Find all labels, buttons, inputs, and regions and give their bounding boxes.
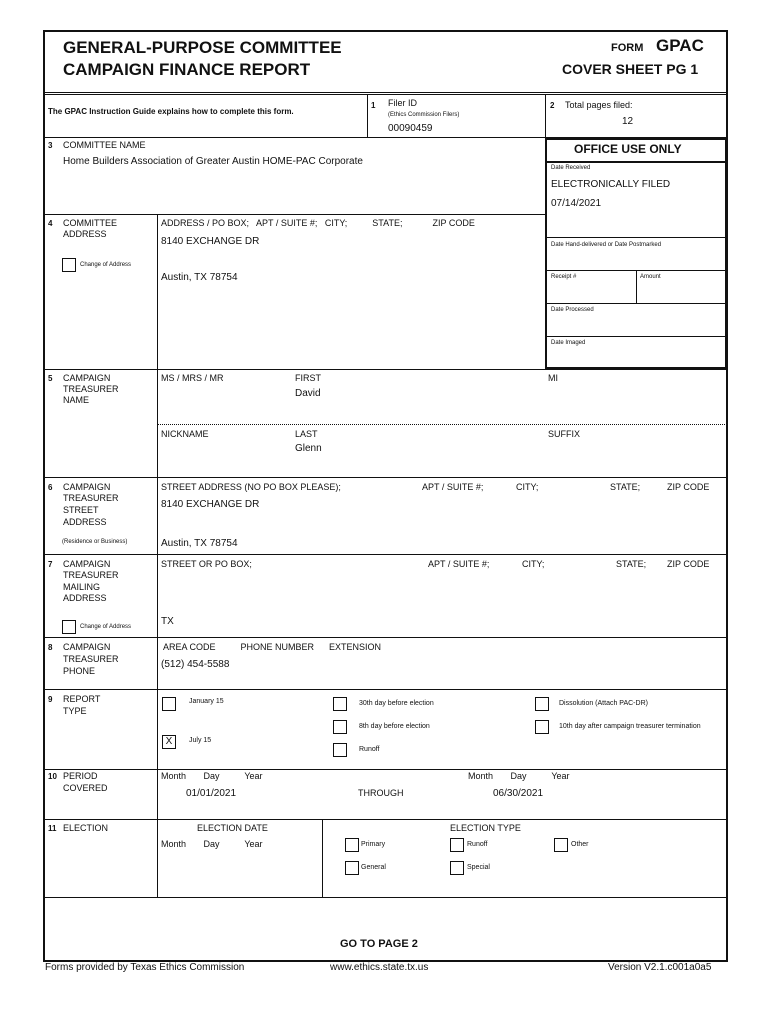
section-label: NAME [63, 395, 90, 405]
period-from-mdy-label: Month Day Year [161, 771, 263, 781]
general-label: General [361, 864, 386, 871]
primary-checkbox[interactable] [345, 838, 359, 852]
dissolution-label: Dissolution (Attach PAC-DR) [559, 700, 648, 707]
runoff-election-checkbox[interactable] [450, 838, 464, 852]
date-received-label: Date Received [551, 165, 591, 171]
divider [44, 369, 727, 370]
filer-id-label: Filer ID [388, 98, 417, 108]
divider [157, 689, 158, 769]
instruction-text: The GPAC Instruction Guide explains how to complete this form. [48, 107, 294, 116]
form-title-line2: CAMPAIGN FINANCE REPORT [63, 60, 311, 79]
treasurer-street: 8140 EXCHANGE DR [161, 499, 260, 510]
divider [44, 819, 727, 820]
last-name-label: LAST [295, 429, 318, 439]
footer-version: Version V2.1.c001a0a5 [608, 962, 712, 973]
committee-name-label: COMMITTEE NAME [63, 140, 146, 150]
form-code: GPAC [656, 36, 704, 55]
section-label: TREASURER [63, 493, 119, 503]
mi-label: MI [548, 373, 558, 383]
treasurer-city-line: Austin, TX 78754 [161, 538, 238, 549]
section-label: REPORT [63, 694, 101, 704]
mailing-change-address-checkbox[interactable] [62, 620, 76, 634]
january15-checkbox[interactable] [162, 697, 176, 711]
amount-label: Amount [640, 274, 661, 280]
field-number: 6 [48, 483, 53, 492]
committee-name-value: Home Builders Association of Greater Austin HOME-PAC Corporate [63, 156, 363, 167]
divider [367, 95, 368, 137]
phone-header: AREA CODE PHONE NUMBER EXTENSION [163, 642, 382, 652]
city-header: CITY; [516, 482, 539, 492]
receipt-label: Receipt # [551, 274, 577, 280]
office-use-box [545, 138, 727, 369]
section-label: COVERED [63, 783, 108, 793]
divider [157, 554, 158, 637]
july15-checkbox[interactable]: X [162, 735, 176, 749]
divider [546, 161, 726, 163]
section-label: CAMPAIGN [63, 559, 111, 569]
divider [636, 270, 637, 303]
divider [546, 336, 726, 337]
divider [44, 689, 727, 690]
section-label: CAMPAIGN [63, 642, 111, 652]
divider [157, 769, 158, 819]
section-label: TREASURER [63, 570, 119, 580]
8th-day-label: 8th day before election [359, 723, 430, 730]
field-number: 11 [48, 824, 57, 833]
section-label: COMMITTEE [63, 218, 117, 228]
election-mdy-label: Month Day Year [161, 839, 263, 849]
apt-header: APT / SUITE #; [422, 482, 484, 492]
divider [157, 819, 158, 897]
divider [44, 477, 727, 478]
8th-day-checkbox[interactable] [333, 720, 347, 734]
treasurer-first-name: David [295, 388, 321, 399]
field-number: 7 [48, 560, 53, 569]
filer-id-sublabel: (Ethics Commission Filers) [388, 112, 460, 118]
section-label: ELECTION [63, 823, 109, 833]
committee-city-line: Austin, TX 78754 [161, 272, 238, 283]
section-label: TREASURER [63, 384, 119, 394]
divider [44, 637, 727, 638]
form-word: FORM [611, 42, 644, 54]
field-number: 8 [48, 643, 53, 652]
total-pages-value: 12 [622, 116, 634, 127]
divider [44, 214, 545, 215]
suffix-label: SUFFIX [548, 429, 581, 439]
filing-status: ELECTRONICALLY FILED [551, 179, 671, 190]
zip-header: ZIP CODE [667, 482, 710, 492]
footer-url[interactable]: www.ethics.state.tx.us [330, 962, 429, 973]
hand-delivered-label: Date Hand-delivered or Date Postmarked [551, 242, 662, 248]
section-label: CAMPAIGN [63, 482, 111, 492]
field-number: 1 [371, 101, 376, 110]
filer-id-value: 00090459 [388, 123, 433, 134]
section-label: ADDRESS [63, 593, 107, 603]
section-label: MAILING [63, 582, 101, 592]
divider [322, 819, 323, 897]
special-label: Special [467, 864, 490, 871]
date-processed-label: Date Processed [551, 307, 594, 313]
period-from-value: 01/01/2021 [186, 788, 237, 799]
section-label: CAMPAIGN [63, 373, 111, 383]
street-header: STREET ADDRESS (NO PO BOX PLEASE); [161, 482, 341, 492]
other-label: Other [571, 841, 589, 848]
30th-day-checkbox[interactable] [333, 697, 347, 711]
july15-label: July 15 [189, 737, 212, 744]
period-to-mdy-label: Month Day Year [468, 771, 570, 781]
go-to-page-2: GO TO PAGE 2 [340, 938, 418, 950]
residence-note: (Residence or Business) [62, 539, 128, 545]
field-number: 9 [48, 695, 53, 704]
treasurer-phone: (512) 454-5588 [161, 659, 230, 670]
primary-label: Primary [361, 841, 386, 848]
section-label: PHONE [63, 666, 96, 676]
field-number: 4 [48, 219, 53, 228]
committee-address-header: ADDRESS / PO BOX; APT / SUITE #; CITY; STATE; ZIP CODE [161, 218, 475, 228]
change-address-label: Change of Address [80, 624, 132, 630]
runoff-report-checkbox[interactable] [333, 743, 347, 757]
election-type-label: ELECTION TYPE [450, 823, 521, 833]
committee-street: 8140 EXCHANGE DR [161, 236, 260, 247]
field-number: 5 [48, 374, 53, 383]
date-imaged-label: Date Imaged [551, 340, 586, 346]
mailing-state: TX [161, 616, 174, 627]
section-label: ADDRESS [63, 229, 107, 239]
first-name-label: FIRST [295, 373, 321, 383]
zip-header: ZIP CODE [667, 559, 710, 569]
city-header: CITY; [522, 559, 545, 569]
field-number: 3 [48, 141, 53, 150]
divider [157, 637, 158, 689]
cover-sheet-label: COVER SHEET PG 1 [562, 61, 699, 77]
prefix-label: MS / MRS / MR [161, 373, 224, 383]
divider [157, 214, 158, 369]
total-pages-label: Total pages filed: [565, 100, 633, 110]
30th-day-label: 30th day before election [359, 700, 434, 707]
period-to-value: 06/30/2021 [493, 788, 544, 799]
divider [44, 897, 727, 898]
divider [546, 237, 726, 238]
change-address-label: Change of Address [80, 262, 132, 268]
divider [44, 554, 727, 555]
other-checkbox[interactable] [554, 838, 568, 852]
divider [157, 369, 158, 477]
divider [546, 303, 726, 304]
divider [157, 477, 158, 554]
section-label: TYPE [63, 706, 87, 716]
nickname-label: NICKNAME [161, 429, 209, 439]
field-number: 10 [48, 772, 57, 781]
divider [545, 95, 546, 137]
runoff-election-label: Runoff [467, 841, 488, 848]
january15-label: January 15 [189, 698, 224, 705]
office-use-title: OFFICE USE ONLY [574, 142, 682, 156]
street-header: STREET OR PO BOX; [161, 559, 252, 569]
section-label: PERIOD [63, 771, 98, 781]
election-date-label: ELECTION DATE [197, 823, 268, 833]
state-header: STATE; [610, 482, 641, 492]
special-checkbox[interactable] [450, 861, 464, 875]
treasurer-last-name: Glenn [295, 443, 322, 454]
divider [158, 424, 727, 425]
10th-day-checkbox[interactable] [535, 720, 549, 734]
header-divider [44, 92, 727, 95]
committee-change-address-checkbox[interactable] [62, 258, 76, 272]
section-label: STREET [63, 505, 99, 515]
through-label: THROUGH [358, 788, 404, 798]
field-number: 2 [550, 101, 555, 110]
state-header: STATE; [616, 559, 647, 569]
10th-day-label: 10th day after campaign treasurer termination [559, 723, 701, 730]
form-title-line1: GENERAL-PURPOSE COMMITTEE [63, 38, 342, 57]
apt-header: APT / SUITE #; [428, 559, 490, 569]
general-checkbox[interactable] [345, 861, 359, 875]
section-label: ADDRESS [63, 517, 107, 527]
footer-left: Forms provided by Texas Ethics Commission [45, 962, 245, 973]
section-label: TREASURER [63, 654, 119, 664]
dissolution-checkbox[interactable] [535, 697, 549, 711]
date-received-value: 07/14/2021 [551, 198, 602, 209]
runoff-report-label: Runoff [359, 746, 380, 753]
divider [44, 769, 727, 770]
